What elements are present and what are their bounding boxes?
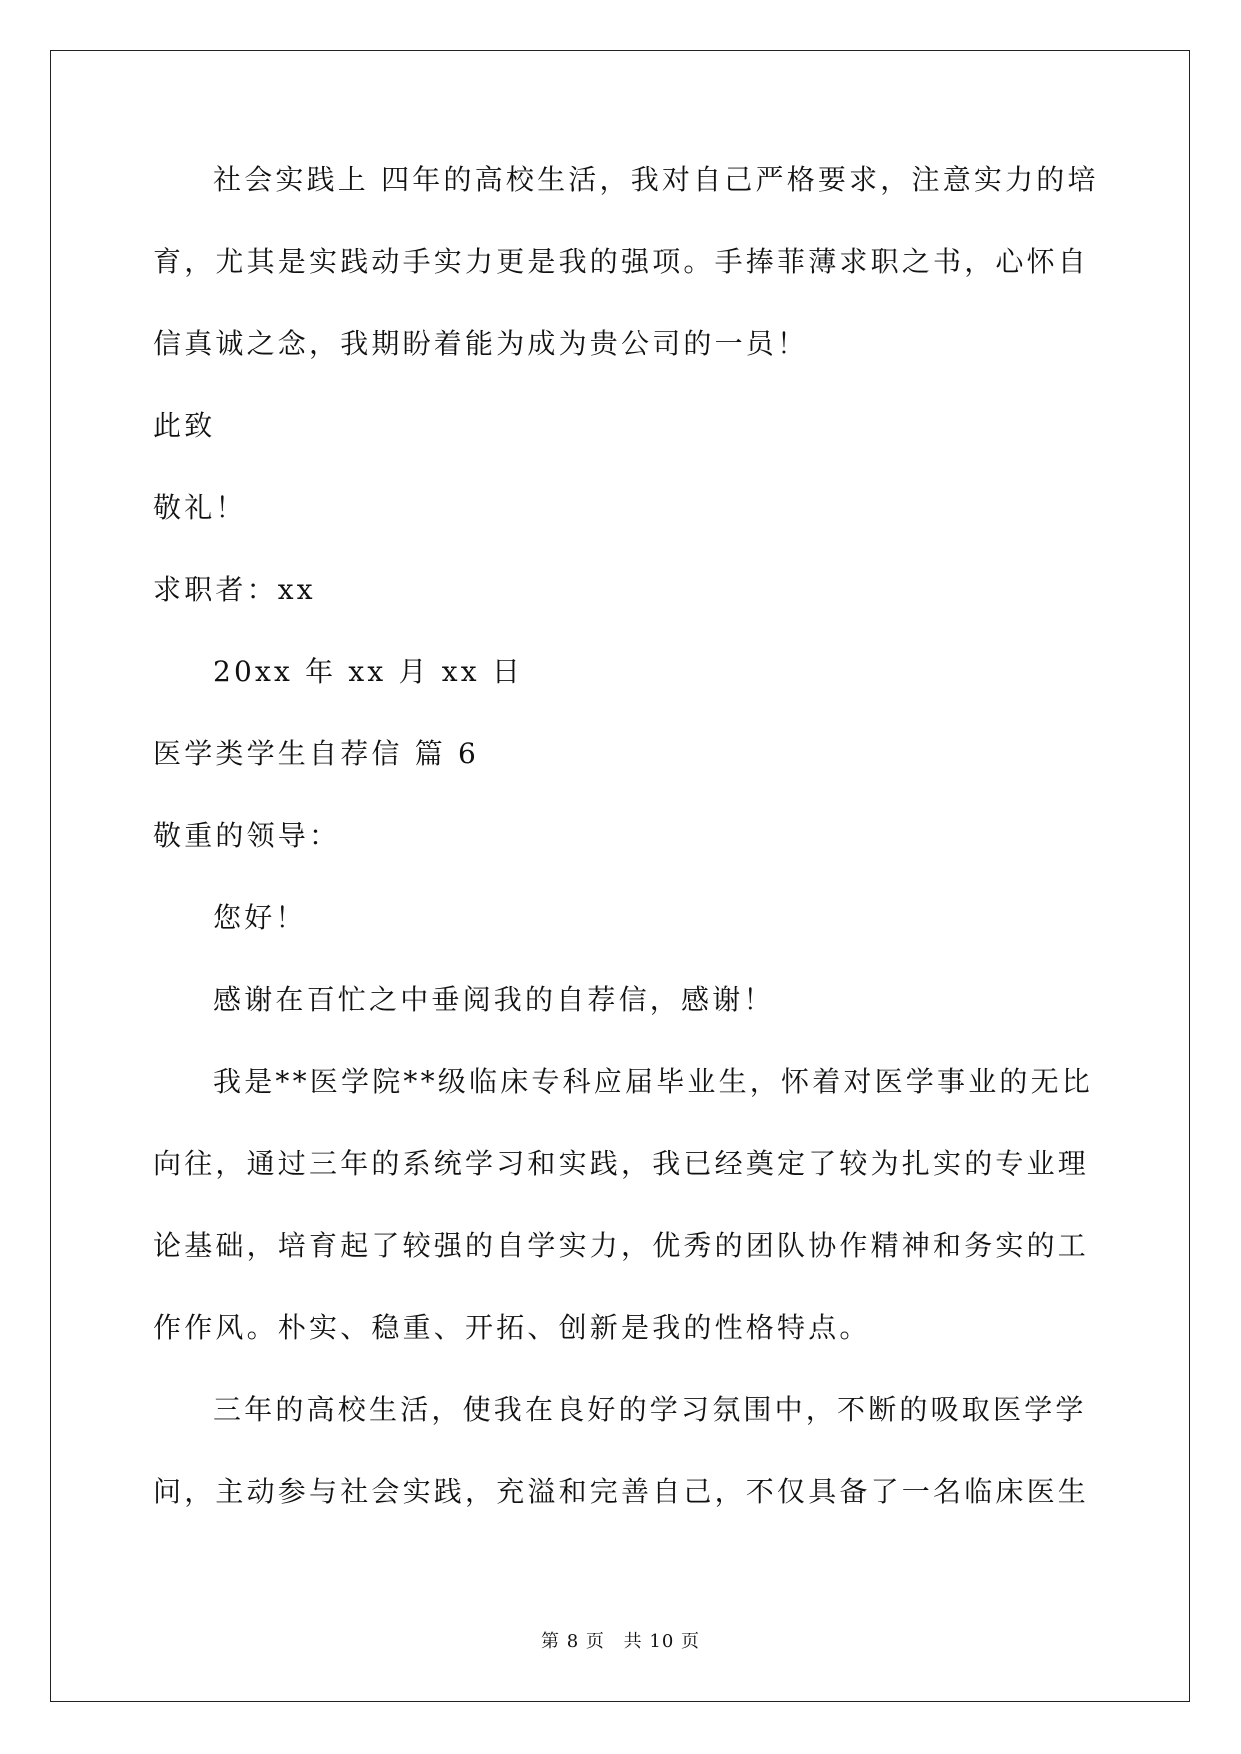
closing-regards: 敬礼！ <box>153 491 247 524</box>
closing-salutation: 此致 <box>153 409 216 442</box>
paragraph-line: 问，主动参与社会实践，充溢和完善自己，不仅具备了一名临床医生 <box>153 1475 1090 1508</box>
signature-applicant: 求职者：xx <box>153 573 316 606</box>
greeting: 您好！ <box>213 901 307 934</box>
signature-date: 20xx 年 xx 月 xx 日 <box>213 655 524 688</box>
paragraph-line: 向往，通过三年的系统学习和实践，我已经奠定了较为扎实的专业理 <box>153 1147 1090 1180</box>
page-footer <box>0 1627 1241 1653</box>
paragraph-line: 论基础，培育起了较强的自学实力，优秀的团队协作精神和务实的工 <box>153 1229 1090 1262</box>
document-body <box>153 163 1099 1559</box>
salutation: 敬重的领导： <box>153 819 341 852</box>
page-number-current: 第 8 页 <box>541 1631 605 1652</box>
paragraph-line: 我是**医学院**级临床专科应届毕业生，怀着对医学事业的无比 <box>213 1065 1094 1098</box>
page-number-total: 共 10 页 <box>623 1631 700 1652</box>
paragraph-line: 育，尤其是实践动手实力更是我的强项。手捧菲薄求职之书，心怀自 <box>153 245 1090 278</box>
paragraph-line: 社会实践上 四年的高校生活，我对自己严格要求，注意实力的培 <box>213 163 1099 196</box>
paragraph-line: 作作风。朴实、稳重、开拓、创新是我的性格特点。 <box>153 1311 871 1344</box>
paragraph-line: 信真诚之念，我期盼着能为成为贵公司的一员！ <box>153 327 809 360</box>
paragraph-line: 三年的高校生活，使我在良好的学习氛围中，不断的吸取医学学 <box>213 1393 1087 1426</box>
paragraph-line: 感谢在百忙之中垂阅我的自荐信，感谢！ <box>213 983 775 1016</box>
section-title: 医学类学生自荐信 篇 6 <box>153 737 480 770</box>
